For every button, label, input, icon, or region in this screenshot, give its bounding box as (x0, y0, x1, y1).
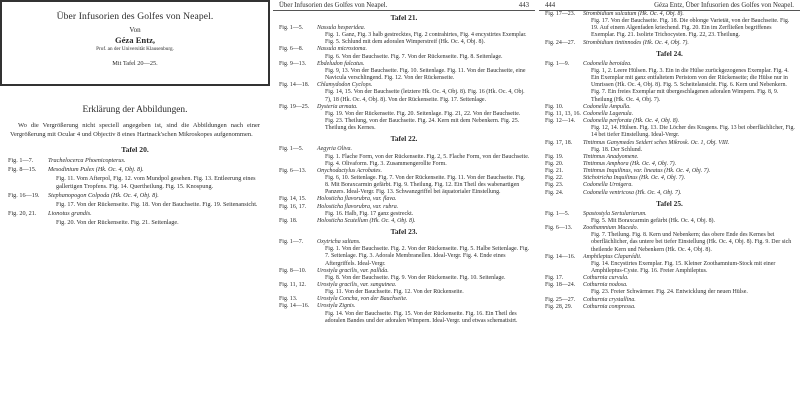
figure-entry (539, 304, 800, 311)
figure-number: Fig. 14—16. (279, 303, 310, 310)
species-name: Holosticha flavorubra, var. flava. (317, 196, 397, 203)
running-title: Über Infusorien des Golfes von Neapel. (279, 2, 388, 9)
figure-entry (273, 303, 535, 324)
species-name: Tintinnus Inquilinus, var. lineatus (Hk. Oc. 4, Obj. 7). (583, 168, 711, 175)
figure-detail: Fig. 14. Encystirtes Exemplar. Fig. 15. Kleiner Zoothamnium-Stock mit einer Amphileptus-Cyste. Fig. 16. Freier Amphileptus. (591, 260, 776, 274)
author-affiliation: Prof. an der Universität Klausenburg. (96, 46, 174, 52)
page-number: 443 (518, 2, 529, 9)
figure-list (539, 11, 800, 47)
species-name: Mesodinium Pulex (Hk. Oc. 4, Obj. 8). (48, 165, 144, 173)
figure-description (583, 211, 795, 225)
figure-entry (0, 166, 270, 192)
figure-number: Fig. 24—27. (545, 39, 576, 46)
figure-description (317, 296, 530, 303)
middle-page (273, 0, 535, 417)
running-title: Géza Entz, Über Infusorien des Golfes von Neapel. (654, 2, 794, 9)
species-name: Cothurnia compressa. (583, 303, 636, 310)
page-number: 444 (545, 2, 556, 9)
figure-entry (273, 268, 535, 282)
figure-entry (539, 225, 800, 254)
figure-detail: Fig. 11. Von der Bauchseite. Fig. 12. Von der Rückenseite. (325, 289, 464, 296)
species-name: Zoothamnium Mucedo. (583, 225, 639, 232)
figure-description (48, 166, 262, 192)
plate-title: Tafel 20. (121, 145, 149, 154)
figure-description (583, 104, 795, 111)
figure-entry (539, 118, 800, 139)
species-name: Nassula microstoma. (317, 46, 367, 53)
figure-description (583, 182, 795, 189)
species-name: Holosticha Scutellum (Hk. Oc. 4, Obj. 8). (317, 217, 416, 224)
figure-number: Fig. 17, 18. (545, 139, 573, 146)
species-name: Urostyla Concha, von der Bauchseite. (317, 296, 408, 303)
figure-number: Fig. 16, 17. (279, 203, 307, 210)
plate-title: Tafel 25. (656, 198, 683, 208)
figure-number: Fig. 9—13. (279, 60, 307, 67)
figure-detail: Fig. 7. Theilung. Fig. 8. Kern und Nebenkern; das obere Ende des Kernes bei oberflächlicher, das untere bei tiefer Einstellung (Hk. Oc. 4, Obj. 8). Fig. 9. Der sich theilende Kern und Nebenkern (Hk. Oc. 4, Obj. 8). (591, 232, 792, 253)
figure-entry (273, 239, 535, 268)
figure-description (583, 254, 795, 275)
species-name: Chlamydodon Cyclops. (317, 82, 373, 89)
figure-number: Fig. 1—5. (279, 25, 304, 31)
figure-entry (539, 275, 800, 282)
figure-description (583, 175, 795, 182)
figure-description (317, 204, 530, 218)
figure-description (583, 225, 795, 254)
figure-detail: Fig. 6, 10. Seitenlage. Fig. 7. Von der Rückenseite. Fig. 11. Von der Bauchseite. Fig. 8. Mit Boraxcarmin gefärbt. Fig. 9. Theilung. Fig. 12. Ein Theil des wabenartigen Panzers. Ideal-Vergr. Fig. 13. Schwanzgriffel bei äquatorialer Einstellung. (325, 174, 526, 196)
plate-title: Tafel 24. (656, 48, 683, 58)
plate-title: Tafel 21. (390, 13, 418, 22)
species-name: Codonella Lagenula. (583, 110, 634, 117)
figure-description (317, 239, 530, 268)
figure-description (583, 140, 795, 154)
figure-entry (273, 218, 535, 225)
species-name: Amphileptus Claparédii. (583, 253, 642, 260)
figure-entry (539, 61, 800, 104)
species-name: Aegyria Oliva. (317, 146, 352, 153)
figure-number: Fig. 11, 12. (279, 282, 306, 288)
right-page (539, 0, 800, 417)
figure-entry (539, 190, 800, 197)
figure-entry (539, 104, 800, 111)
figure-description (317, 46, 530, 60)
figure-description (48, 192, 262, 210)
figure-number: Fig. 20. (545, 160, 564, 167)
figure-entry (273, 25, 535, 46)
intro-paragraph: Wo die Vergrößerung nicht speciell angegeben ist, sind die Abbildungen nach einer Vergrößerung mit Ocular 4 und Objectiv 8 eines Hartnack'schen Mikroskopes aufgenommen. (10, 122, 260, 138)
figure-number: Fig. 17. (545, 275, 564, 282)
figure-description (317, 25, 530, 46)
figure-detail: Fig. 16. Halb, Fig. 17 ganz gestreckt. (325, 210, 414, 217)
figure-entry (539, 254, 800, 275)
species-name: Ebdeludon falcatus. (317, 60, 365, 67)
article-title: Über Infusorien des Golfes von Neapel. (56, 11, 214, 22)
figure-detail: Fig. 18. Der Schlund. (591, 146, 643, 153)
figure-description (583, 304, 795, 311)
figure-number: Fig. 22. (545, 175, 564, 182)
species-name: Codonella beroidea. (583, 60, 632, 67)
figure-description (317, 282, 530, 296)
figure-number: Fig. 8—15. (8, 165, 37, 173)
figure-description (48, 210, 262, 228)
figure-entry (0, 210, 270, 228)
figure-number: Fig. 12—14. (545, 118, 576, 125)
figure-description (583, 111, 795, 118)
figure-entry (273, 61, 535, 82)
species-name: Urostyla Zignis. (317, 303, 356, 310)
figure-entry (0, 157, 270, 166)
figure-detail: Fig. 6. Von der Bauchseite. Fig. 7. Von der Rückenseite. Fig. 8. Seitenlage. (325, 53, 503, 60)
figure-entry (273, 282, 535, 296)
figure-number: Fig. 18. (279, 217, 298, 224)
figure-detail: Fig. 17. Von der Bauchseite. Fig. 18. Die oblonge Varietät, von der Bauchseite. Fig. 19. Auf einem Algenfaden kriechend. Fig. 20. Ein im Zerfließen begriffenes Exemplar. Fig. 21. Isolirte Trichocysten. Fig. 22, 23. Theilung. (591, 18, 790, 39)
figure-entry (539, 154, 800, 161)
figure-entry (539, 40, 800, 47)
species-name: Tintinnus Anadyomene. (583, 153, 639, 160)
figure-detail: Fig. 19. Von der Rückenseite. Fig. 20. Seitenlage. Fig. 21, 22. Von der Bauchseite. Fig. 23. Theilung, von der Bauchseite. Fig. 24. Kern mit dem Nebenkern. Fig. 25. Theilung des Kernes. (325, 110, 521, 132)
species-name: Cothurnia curvula. (583, 275, 629, 282)
figure-entry (539, 11, 800, 40)
species-name: Holosticha flavorubra, var. rubra. (317, 203, 399, 210)
figure-description (317, 146, 530, 167)
figure-number: Fig. 19. (545, 153, 564, 160)
figure-entry (539, 282, 800, 296)
figure-description (583, 297, 795, 304)
figure-description (317, 61, 530, 82)
species-name: Strombidium sulcatum (Hk. Oc. 4, Obj. 8). (583, 11, 684, 17)
figure-detail: Fig. 14, 15. Von der Bauchseite (letztere Hk. Oc. 4, Obj. 8). Fig. 16 (Hk. Oc. 4, Obj. 7), 18 (Hk. Oc. 4, Obj. 8). Von der Rückenseite. Fig. 17. Seitenlage. (325, 89, 525, 103)
left-page (0, 91, 270, 417)
species-name: Tintinnus Amphora (Hk. Oc. 4, Obj. 7). (583, 160, 677, 167)
species-name: Cothurnia crystallina. (583, 296, 636, 303)
figure-description (583, 118, 795, 139)
species-name: Codonella perforata (Hk. Oc. 4, Obj. 8). (583, 118, 680, 125)
species-name: Spastostyla Sertulariarum. (583, 210, 647, 217)
figure-number: Fig. 20, 21. (8, 209, 37, 217)
plates-note: Mit Tafel 20—25. (112, 60, 158, 67)
running-head (273, 0, 535, 11)
figure-description (583, 61, 795, 104)
figure-entry (0, 192, 270, 210)
species-name: Trachelocerca Phoenicopterus. (48, 157, 126, 164)
figure-detail: Fig. 12, 14. Hülsen. Fig. 13. Die Löcher des Kragens. Fig. 13 bei oberflächlicher, Fig. 14 bei tiefer Einstellung. Ideal-Vergr. (591, 125, 795, 139)
figure-detail: Fig. 1, 2. Leere Hülsen. Fig. 3. Ein in die Hülse zurückgezogenes Exemplar. Fig. 4. Ein Exemplar mit ganz entfaltetem Peristom von der Rückenseite; die Hülse nur in Umrissen (Hk. Oc. 4, Obj. 8). Fig. 5. Scheitelansicht. Fig. 6. Kern und Nebenkern. Fig. 7. Ein freies Exemplar mit übergeschlagenen adoralen Wimpern. Fig. 8, 9. Theilung (Hk. Oc. 4, Obj. 7). (591, 67, 789, 103)
figure-number: Fig. 13. (279, 296, 298, 303)
figure-number: Fig. 14—16. (545, 253, 576, 260)
figure-entry (539, 297, 800, 304)
species-name: Urostyla gracilis, var. pallida. (317, 267, 389, 274)
figure-number: Fig. 14, 15. (279, 196, 307, 203)
figure-entry (539, 175, 800, 182)
figure-detail: Fig. 1. Ganz, Fig. 3 halb gestrecktes, Fig. 2 contrahirtes, Fig. 4 encystirtes Exemplar. Fig. 5. Schlund mit dem adoralen Wimperstreif (Hk. Oc. 4, Obj. 8). (325, 32, 527, 46)
figure-entry (539, 140, 800, 154)
plate-title: Tafel 23. (390, 227, 418, 237)
figure-entry (273, 46, 535, 60)
figure-description (317, 303, 530, 324)
figure-number: Fig. 25—27. (545, 296, 576, 303)
species-name: Nassula hesperidea. (317, 25, 366, 31)
figure-number: Fig. 16—19. (8, 192, 40, 200)
figure-description (317, 104, 530, 133)
figure-entry (539, 182, 800, 189)
figure-detail: Fig. 14. Von der Bauchseite. Fig. 15. Von der Rückenseite. Fig. 16. Ein Theil des adoralen Bandes und der adoralen Wimpern. Ideal-Vergr. und etwas schematisirt. (325, 310, 518, 324)
figure-number: Fig. 28, 29. (545, 303, 573, 310)
figure-number: Fig. 1—7. (8, 157, 34, 164)
figure-number: Fig. 10. (545, 103, 564, 110)
figure-description (583, 11, 795, 40)
figure-entry (273, 204, 535, 218)
figure-entry (273, 196, 535, 203)
figure-description (583, 190, 795, 197)
figure-detail: Fig. 23. Freier Schwärmer. Fig. 24. Entwicklung der neuen Hülse. (591, 289, 748, 296)
figure-description (317, 168, 530, 197)
figure-number: Fig. 1—5. (279, 146, 304, 153)
figure-description (583, 282, 795, 296)
species-name: Onychodactylus Acrobates. (317, 167, 382, 174)
figure-description (317, 196, 530, 203)
figure-description (317, 82, 530, 103)
figure-number: Fig. 18—24. (545, 282, 576, 289)
figure-description (48, 157, 262, 166)
figure-description (583, 275, 795, 282)
figure-entry (539, 111, 800, 118)
figure-description (317, 268, 530, 282)
figure-entry (273, 104, 535, 133)
figure-description (583, 154, 795, 161)
figure-number: Fig. 6—13. (545, 225, 573, 232)
author-name: Géza Entz, (114, 35, 156, 45)
figure-entry (273, 296, 535, 303)
figure-description (317, 218, 530, 225)
species-name: Oxytricha saltans. (317, 239, 361, 246)
figure-entry (539, 211, 800, 225)
figure-entry (273, 82, 535, 103)
figure-detail: Fig. 20. Von der Rückenseite. Fig. 21. Seitenlage. (56, 218, 179, 226)
figure-detail: Fig. 9, 13. Von der Bauchseite. Fig. 10. Seitenlage. Fig. 11. Von der Bauchseite, eine Navicula verschlingend. Fig. 12. Von der Rückenseite. (325, 67, 526, 82)
figure-number: Fig. 1—9. (545, 60, 570, 67)
species-name: Codonella Ampulla. (583, 103, 631, 110)
figure-list (273, 13, 535, 325)
figure-detail: Fig. 5. Mit Boraxcarmin gefärbt (Hk. Oc. 4, Obj. 8). (591, 217, 716, 224)
figure-entry (273, 168, 535, 197)
figure-number: Fig. 19—25. (279, 103, 310, 110)
figure-list (539, 49, 800, 311)
species-name: Codonella ventricosa (Hk. Oc. 4, Obj. 7). (583, 189, 682, 196)
species-name: Stichotricha Inquilinus (Hk. Oc. 4, Obj. 7). (583, 175, 686, 182)
figure-detail: Fig. 1. Flache Form, von der Rückenseite. Fig. 2, 5. Flache Form, von der Bauchseite. Fig. 4. Olivaform. Fig. 3. Zusammengerollte Form. (325, 153, 530, 167)
species-name: Urostyla gracilis, var. sanguinea. (317, 282, 397, 288)
section-heading: Erklärung der Abbildungen. (82, 105, 188, 115)
plate-title: Tafel 22. (390, 134, 418, 144)
figure-number: Fig. 23. (545, 182, 564, 189)
figure-number: Fig. 1—5. (545, 210, 570, 217)
species-name: Strombidium tintinnodes (Hk. Oc. 4, Obj. 7). (583, 39, 689, 46)
figure-list (0, 157, 270, 227)
figure-number: Fig. 14—18. (279, 82, 310, 89)
figure-detail: Fig. 8. Von der Bauchseite. Fig. 9. Von der Rückenseite. Fig. 10. Seitenlage. (325, 274, 506, 281)
figure-detail: Fig. 17. Von der Rückenseite. Fig. 18. Von der Bauchseite. Fig. 19. Seitenansicht. (56, 200, 258, 208)
running-head (539, 0, 800, 11)
species-name: Codonella Urnigera. (583, 182, 633, 189)
figure-description (583, 40, 795, 47)
figure-entry (273, 146, 535, 167)
figure-number: Fig. 6—13. (279, 167, 307, 174)
figure-number: Fig. 6—8. (279, 46, 304, 53)
figure-number: Fig. 8—10. (279, 267, 307, 274)
figure-number: Fig. 1—7. (279, 239, 304, 246)
author-prefix: Von (129, 26, 141, 34)
figure-detail: Fig. 11. Vom Afterpol, Fig. 12. vom Mundpol gesehen. Fig. 13. Entleerung eines gallertigen Tropfens. Fig. 14. Quertheilung. Fig. 15. Knospung. (56, 174, 256, 191)
figure-number: Fig. 21. (545, 168, 564, 175)
species-name: Cothurnia nodosa. (583, 282, 628, 289)
figure-number: Fig. 17—23. (545, 11, 576, 17)
figure-number: Fig. 11, 13, 16. (545, 110, 581, 117)
figure-number: Fig. 24. (545, 189, 564, 196)
species-name: Dysteria armata. (317, 103, 358, 110)
figure-detail: Fig. 1. Von der Bauchseite. Fig. 2. Von der Rückenseite. Fig. 5. Halbe Seitenlage. Fig. 7. Seitenlage. Fig. 3. Adorale Membranellen. Ideal-Vergr. Fig. 4. Ende eines Aftergriffels. Ideal-Vergr. (325, 246, 530, 267)
species-name: Tintinnus Ganymedes Seidert sches Mikrosk. Oc. 1, Obj. VIII. (583, 139, 730, 146)
species-name: Lionotus grandis. (48, 209, 92, 217)
title-card (0, 0, 270, 86)
species-name: Stephanopogon Colpoda (Hk. Oc. 4, Obj. 8). (48, 192, 159, 200)
